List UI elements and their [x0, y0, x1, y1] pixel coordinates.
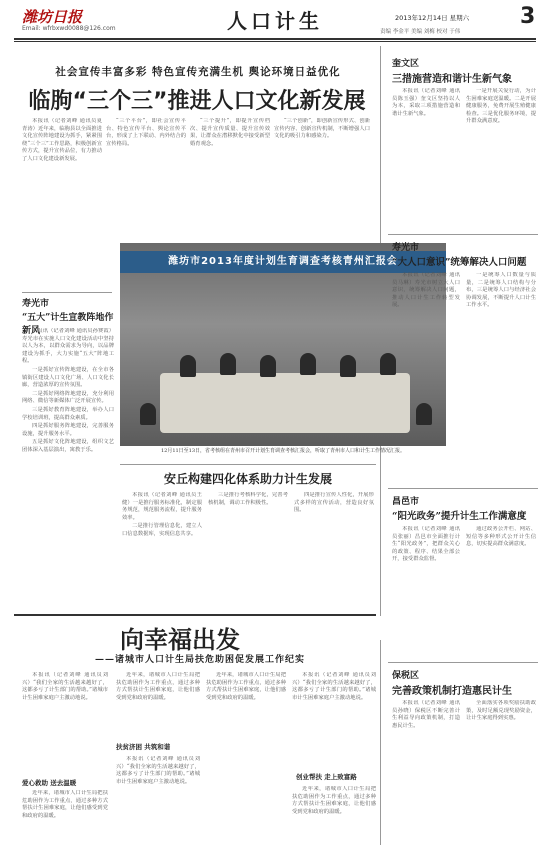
right-low-headline: “阳光政务”提升计生工作满意度: [392, 511, 527, 522]
story-divider: [14, 614, 376, 616]
right-low-body-col-1: [392, 526, 460, 654]
issue-date: 2013年12月14日 星期六: [395, 14, 470, 22]
right-bottom-headline: 完善政策机制打造惠民计生: [392, 686, 512, 697]
right-bottom-place: 保税区: [392, 671, 420, 681]
left-place: 寿光市: [22, 299, 50, 309]
right-low-paragraph: 本报讯（记者刘峰 通讯员张丽）昌邑市全面推行计生“阳光政务”，把群众关心的政策、程序、结果全部公开，接受群众监督。: [392, 526, 460, 563]
lead-body-col-1: [22, 118, 102, 288]
left-paragraph: 二是抓好网络阵地建设，充分利用网络、微信等新媒体广泛开展宣传。: [22, 390, 114, 405]
bottom-paragraph: 近年来，诸城市人口计生局把扶危助困作为工作重点，通过多种方式帮扶计生困难家庭，让他们感受到党和政府的温暖。: [292, 786, 376, 815]
left-body: [22, 328, 114, 520]
mid-body-col-1: [122, 492, 202, 604]
bottom-subhead: ——诸城市人口计生局扶危助困促发展工作纪实: [94, 655, 305, 665]
right-top-body-col-2: [466, 88, 536, 230]
left-paragraph: 本报讯（记者刘峰 通讯员孙赛霞）寿光市在实施人口文化建设活动中坚持以人为本，以群众需求为导向，以品牌建设为抓手，大力实施“五大”阵地工程。: [22, 328, 114, 365]
lead-paragraph: “三个提升”，即提升宣传档次、提升宣传质量、提升宣传效果，让群众在潜移默化中接受新型婚育观念。: [190, 118, 270, 147]
lead-body-col-2: [106, 118, 186, 238]
meeting-table: [160, 373, 410, 433]
lead-body-col-4: [274, 118, 370, 238]
right-mid-headline: “大人口意识”统筹解决人口问题: [392, 257, 527, 268]
bottom-paragraph: 本报讯（记者刘峰 通讯员刘兴）“我们全家的生活越来越好了，这都多亏了计生部门的帮助。”诸城市计生困难家庭户主激动地说。: [292, 672, 376, 701]
page-number: 3: [520, 4, 536, 29]
mid-paragraph: 本报讯（记者刘峰 通讯员王健）一是推行服务标准化，制定服务规范，规范服务流程，提升服务效率。: [122, 492, 202, 521]
bottom-body-col-3: [206, 672, 286, 814]
bottom-paragraph: 本报讯（记者刘峰 通讯员刘兴）“我们全家的生活越来越好了，这都多亏了计生部门的帮助。”诸城市计生困难家庭户主激动地说。: [116, 756, 200, 785]
bottom-body-col-4b: [292, 786, 376, 842]
story-divider: [120, 464, 376, 465]
mid-body-col-2: [208, 492, 288, 604]
right-top-body-col-1: [392, 88, 460, 230]
attendee: [220, 353, 236, 375]
attendee: [180, 355, 196, 377]
bottom-body-col-1b: [22, 790, 108, 842]
lead-paragraph: “三个平台”，即社会宣传平台、特色宣传平台、舆论宣传平台，形成了上下联动、内外结合的宣传格局。: [106, 118, 186, 147]
left-paragraph: 四是抓好服务阵地建设，完善服务设施，提升服务水平。: [22, 423, 114, 437]
bottom-body-col-2: [116, 672, 200, 732]
bottom-subtitle-b: 扶贫济困 共筑和谐: [116, 743, 171, 751]
left-paragraph: 五是抓好文化阵地建设，组织文艺团体深入基层演出，寓教于乐。: [22, 439, 114, 453]
attendee: [300, 353, 316, 375]
right-top-paragraph: 一是开展关爱行动，为计生困难家庭送温暖。二是开展健康服务，免费开展生殖健康检查。三是优化服务环境，提升群众满意度。: [466, 88, 536, 125]
section-title: 人口计生: [227, 9, 323, 33]
lead-kicker: 社会宣传丰富多彩 特色宣传充满生机 舆论环境日益优化: [55, 66, 341, 78]
editor-credits: 责编 李金平 美编 刘梅 校对 于伟: [380, 29, 461, 35]
right-bottom-body-col-2: [466, 700, 536, 844]
right-low-paragraph: 通过政务公开栏、网站、短信等多种形式公开计生信息，切实提高群众满意度。: [466, 526, 536, 548]
mid-headline: 安丘构建四化体系助力计生发展: [163, 472, 332, 486]
paper-logo: 潍坊日报: [22, 8, 83, 26]
story-divider: [388, 662, 538, 663]
mid-body-col-3: [294, 492, 374, 604]
right-mid-body-col-1: [392, 272, 460, 484]
story-divider: [388, 234, 538, 235]
right-top-headline: 三措施营造和谐计生新气象: [392, 74, 512, 85]
paper-email: Email: wfrbxwd0088@126.com: [22, 25, 116, 32]
right-low-place: 昌邑市: [392, 497, 420, 507]
right-top-paragraph: 本报讯（记者刘峰 通讯员陈玉强）奎文区坚持以人为本，采取三项措施营造和谐计生新气象。: [392, 88, 460, 117]
story-divider: [22, 292, 112, 293]
column-divider: [380, 640, 381, 845]
lead-paragraph: “三个创新”，即创新宣传形式、创新宣传内容、创新宣传机制，不断增强人口文化的吸引力和感染力。: [274, 118, 370, 140]
right-mid-body-col-2: [466, 272, 536, 484]
bottom-headline: 向幸福出发: [120, 626, 240, 654]
photo-caption: 12月11日至13日，省考核组在青州市召开计划生育调查考核汇报会，听取了青州市人口和计生工作情况汇报。: [160, 448, 406, 454]
bottom-subtitle-c: 创业帮扶 走上致富路: [296, 773, 357, 781]
bottom-body-col-2b: [116, 756, 200, 842]
bottom-paragraph: 近年来，诸城市人口计生局把扶危助困作为工作重点，通过多种方式帮扶计生困难家庭，让他们感受到党和政府的温暖。: [22, 790, 108, 819]
right-top-place: 奎文区: [392, 59, 420, 69]
lead-body-col-3: [190, 118, 270, 238]
photo-banner: 潍坊市2013年度计划生育调查考核青州汇报会: [120, 251, 446, 273]
bottom-paragraph: 近年来，诸城市人口计生局把扶危助困作为工作重点，通过多种方式帮扶计生困难家庭，让他们感受到党和政府的温暖。: [206, 672, 286, 701]
right-mid-place: 寿光市: [392, 243, 420, 253]
attendee: [340, 355, 356, 377]
right-bottom-body-col-1: [392, 700, 460, 844]
mid-paragraph: 三是推行考核科学化，完善考核机制，调动工作积极性。: [208, 492, 288, 506]
right-bottom-paragraph: 全面落实各项奖励扶助政策，及时足额兑现奖励资金，让计生家庭得到实惠。: [466, 700, 536, 722]
bottom-body-col-4: [292, 672, 376, 768]
right-mid-paragraph: 一是统筹人口数量与质量，二是统筹人口结构与分布，三是统筹人口与经济社会协调发展，不断提升人口计生工作水平。: [466, 272, 536, 309]
masthead-rule-thin: [14, 41, 536, 42]
attendee: [140, 403, 156, 425]
attendee: [260, 355, 276, 377]
left-paragraph: 三是抓好教育阵地建设，举办人口学校培训班，提高群众素质。: [22, 406, 114, 421]
masthead-rule: [14, 38, 536, 40]
lead-headline: 临朐“三个三”推进人口文化新发展: [28, 89, 366, 114]
story-divider: [388, 488, 538, 489]
bottom-paragraph: 近年来，诸城市人口计生局把扶危助困作为工作重点，通过多种方式帮扶计生困难家庭，让他们感受到党和政府的温暖。: [116, 672, 200, 701]
right-mid-paragraph: 本报讯（记者刘峰 通讯员马琳）寿光市树立大人口意识，统筹解决人口问题，推动人口计生工作转型发展。: [392, 272, 460, 309]
mid-paragraph: 二是推行管理信息化，建立人口信息数据库，实现信息共享。: [122, 523, 202, 537]
right-bottom-paragraph: 本报讯（记者刘峰 通讯员孙晓）保税区不断完善计生利益导向政策机制，打造惠民计生。: [392, 700, 460, 729]
left-headline: “五大”计生宣教阵地作新风: [22, 313, 114, 336]
right-low-body-col-2: [466, 526, 536, 654]
bottom-body-col-1: [22, 672, 108, 772]
left-paragraph: 一是抓好宣传阵地建设，在全市各镇街区建设人口文化广场、人口文化长廊，营造浓厚的宣传氛围。: [22, 366, 114, 389]
bottom-subtitle-a: 爱心救助 送去温暖: [22, 779, 77, 787]
lead-paragraph: 本报讯（记者刘峰 通讯员夏青涛）近年来，临朐县以全面推进文化宣传阵地建设为抓手，紧紧围绕“三个三”工作思路，积极创新宣传方式，提升宣传品位，有力推动了人口文化建设新发展。: [22, 118, 102, 162]
masthead: [0, 0, 550, 38]
bottom-paragraph: 本报讯（记者刘峰 通讯员刘兴）“我们全家的生活越来越好了，这都多亏了计生部门的帮助。”诸城市计生困难家庭户主激动地说。: [22, 672, 108, 701]
mid-paragraph: 四是推行宣传人性化，开展形式多样的宣传活动，营造良好氛围。: [294, 492, 374, 514]
